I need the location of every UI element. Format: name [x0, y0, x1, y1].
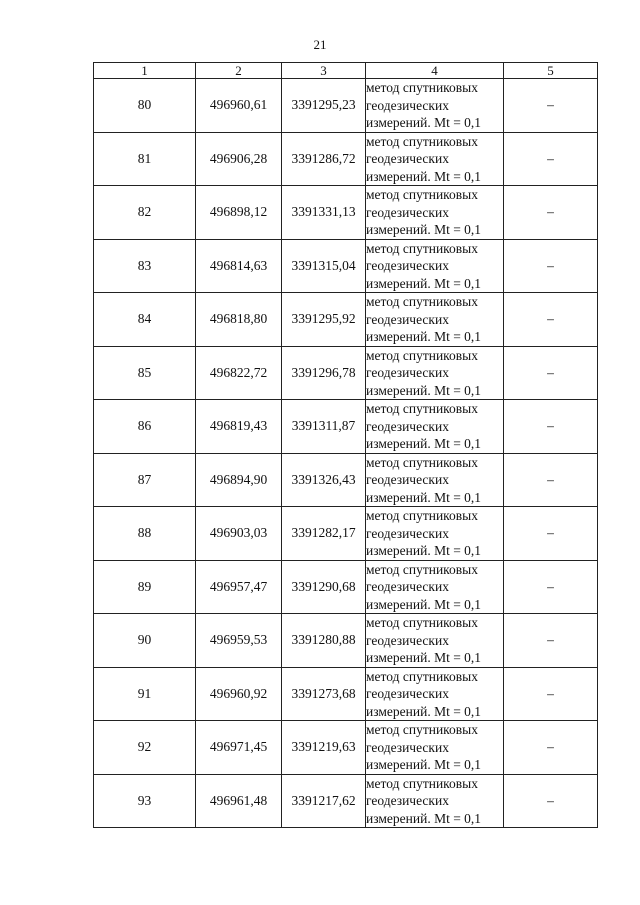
method-line: геодезических [366, 793, 449, 808]
table-row [94, 346, 598, 400]
method-cell [366, 614, 504, 668]
method-line: геодезических [366, 258, 449, 273]
y-coordinate-cell: 3391280,88 [282, 614, 366, 668]
x-coordinate-cell: 496819,43 [196, 400, 282, 454]
table-row [94, 507, 598, 561]
x-coordinate-cell: 496957,47 [196, 560, 282, 614]
y-coordinate-cell: 3391290,68 [282, 560, 366, 614]
method-line: геодезических [366, 632, 449, 648]
y-coordinate-cell: 3391273,68 [282, 667, 366, 721]
table-row [94, 400, 598, 454]
method-cell [366, 507, 504, 561]
point-number-cell: 85 [94, 346, 196, 400]
method-cell [366, 239, 504, 293]
point-number-cell: 81 [94, 132, 196, 186]
table-row [94, 186, 598, 240]
table-row [94, 132, 598, 186]
method-line: измерений. Mt = 0,1 [366, 543, 482, 558]
method-line: измерений. Mt = 0,1 [366, 703, 482, 719]
method-line: геодезических [366, 151, 449, 166]
table-header-row [94, 63, 598, 79]
column-5-cell: – [504, 453, 598, 507]
y-coordinate-cell: 3391295,92 [282, 293, 366, 347]
y-coordinate-cell: 3391295,23 [282, 79, 366, 133]
point-number-cell: 80 [94, 79, 196, 133]
method-line: геодезических [366, 579, 449, 594]
column-5-cell: – [504, 239, 598, 293]
method-line: геодезических [366, 418, 449, 434]
x-coordinate-cell: 496960,61 [196, 79, 282, 133]
y-coordinate-cell: 3391217,62 [282, 774, 366, 828]
coordinates-table [93, 62, 598, 828]
x-coordinate-cell: 496822,72 [196, 346, 282, 400]
table-row [94, 721, 598, 775]
method-cell [366, 721, 504, 775]
table-row [94, 667, 598, 721]
method-cell [366, 293, 504, 347]
x-coordinate-cell: 496960,92 [196, 667, 282, 721]
method-line: метод спутниковых [366, 454, 478, 470]
method-cell [366, 346, 504, 400]
method-line: метод спутниковых [366, 240, 478, 256]
point-number-cell: 84 [94, 293, 196, 347]
method-line: метод спутниковых [366, 401, 478, 416]
method-line: измерений. Mt = 0,1 [366, 650, 482, 665]
point-number-cell: 92 [94, 721, 196, 775]
method-line: метод спутниковых [366, 508, 478, 523]
method-line: метод спутниковых [366, 347, 478, 363]
point-number-cell: 91 [94, 667, 196, 721]
x-coordinate-cell: 496971,45 [196, 721, 282, 775]
method-line: измерений. Mt = 0,1 [366, 489, 482, 505]
method-line: измерений. Mt = 0,1 [366, 222, 482, 237]
method-cell [366, 667, 504, 721]
method-line: метод спутниковых [366, 668, 478, 684]
method-line: измерений. Mt = 0,1 [366, 436, 482, 451]
method-line: геодезических [366, 204, 449, 220]
point-number-cell: 93 [94, 774, 196, 828]
column-5-cell: – [504, 346, 598, 400]
x-coordinate-cell: 496818,80 [196, 293, 282, 347]
method-line: измерений. Mt = 0,1 [366, 810, 482, 826]
method-cell [366, 453, 504, 507]
column-5-cell: – [504, 79, 598, 133]
column-5-cell: – [504, 293, 598, 347]
method-line: измерений. Mt = 0,1 [366, 596, 482, 612]
x-coordinate-cell: 496898,12 [196, 186, 282, 240]
x-coordinate-cell: 496906,28 [196, 132, 282, 186]
point-number-cell: 83 [94, 239, 196, 293]
y-coordinate-cell: 3391331,13 [282, 186, 366, 240]
y-coordinate-cell: 3391326,43 [282, 453, 366, 507]
method-cell [366, 132, 504, 186]
method-cell [366, 79, 504, 133]
y-coordinate-cell: 3391311,87 [282, 400, 366, 454]
table-body [94, 79, 598, 828]
column-5-cell: – [504, 507, 598, 561]
method-line: метод спутниковых [366, 722, 478, 737]
method-line: геодезических [366, 472, 449, 487]
column-5-cell: – [504, 400, 598, 454]
column-header-3: 3 [282, 63, 366, 79]
method-cell [366, 774, 504, 828]
point-number-cell: 89 [94, 560, 196, 614]
point-number-cell: 90 [94, 614, 196, 668]
method-line: измерений. Mt = 0,1 [366, 115, 482, 130]
x-coordinate-cell: 496961,48 [196, 774, 282, 828]
method-line: геодезических [366, 365, 449, 380]
x-coordinate-cell: 496894,90 [196, 453, 282, 507]
column-header-1: 1 [94, 63, 196, 79]
table-row [94, 560, 598, 614]
page-number: 21 [313, 37, 327, 52]
column-header-4: 4 [366, 63, 504, 79]
method-line: измерений. Mt = 0,1 [366, 757, 482, 772]
method-line: измерений. Mt = 0,1 [366, 275, 482, 291]
y-coordinate-cell: 3391315,04 [282, 239, 366, 293]
table-row [94, 239, 598, 293]
column-5-cell: – [504, 186, 598, 240]
x-coordinate-cell: 496959,53 [196, 614, 282, 668]
column-5-cell: – [504, 667, 598, 721]
method-line: метод спутниковых [366, 615, 478, 630]
column-5-cell: – [504, 560, 598, 614]
point-number-cell: 82 [94, 186, 196, 240]
y-coordinate-cell: 3391286,72 [282, 132, 366, 186]
column-5-cell: – [504, 774, 598, 828]
column-header-5: 5 [504, 63, 598, 79]
column-5-cell: – [504, 721, 598, 775]
method-line: геодезических [366, 525, 449, 541]
method-line: геодезических [366, 739, 449, 755]
table-row [94, 453, 598, 507]
point-number-cell: 88 [94, 507, 196, 561]
x-coordinate-cell: 496903,03 [196, 507, 282, 561]
column-5-cell: – [504, 614, 598, 668]
method-cell [366, 400, 504, 454]
method-line: метод спутниковых [366, 187, 478, 202]
x-coordinate-cell: 496814,63 [196, 239, 282, 293]
method-line: метод спутниковых [366, 294, 478, 309]
table-row [94, 293, 598, 347]
table-row [94, 774, 598, 828]
method-line: метод спутниковых [366, 561, 478, 577]
method-line: измерений. Mt = 0,1 [366, 329, 482, 344]
table-row [94, 79, 598, 133]
method-line: метод спутниковых [366, 775, 478, 791]
column-header-2: 2 [196, 63, 282, 79]
y-coordinate-cell: 3391219,63 [282, 721, 366, 775]
y-coordinate-cell: 3391282,17 [282, 507, 366, 561]
point-number-cell: 86 [94, 400, 196, 454]
table-row [94, 614, 598, 668]
method-line: геодезических [366, 311, 449, 327]
column-5-cell: – [504, 132, 598, 186]
y-coordinate-cell: 3391296,78 [282, 346, 366, 400]
method-line: метод спутниковых [366, 133, 478, 149]
method-line: измерений. Mt = 0,1 [366, 382, 482, 398]
point-number-cell: 87 [94, 453, 196, 507]
method-line: измерений. Mt = 0,1 [366, 168, 482, 184]
method-line: метод спутниковых [366, 80, 478, 95]
method-cell [366, 560, 504, 614]
method-line: геодезических [366, 97, 449, 113]
method-cell [366, 186, 504, 240]
method-line: геодезических [366, 686, 449, 701]
